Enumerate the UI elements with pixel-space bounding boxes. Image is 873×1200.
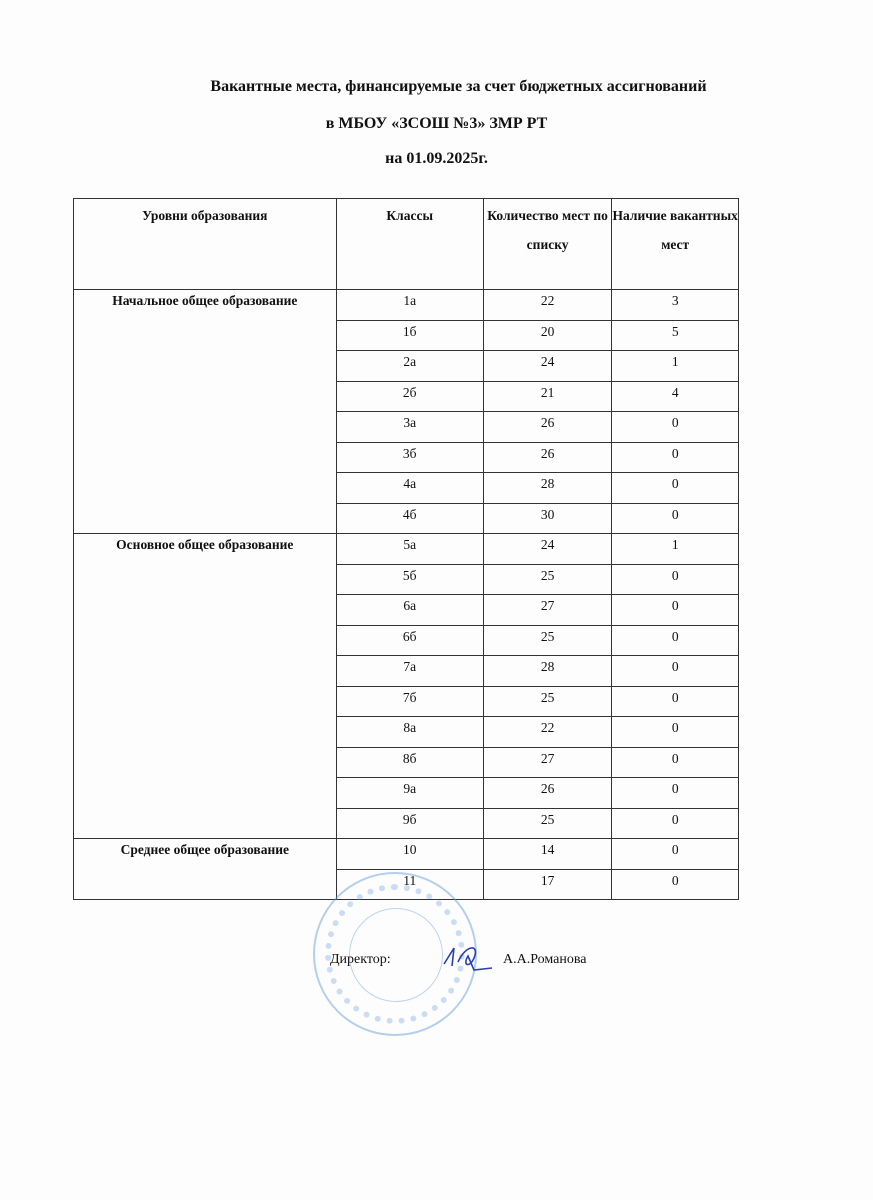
seats-count: 25 — [483, 808, 612, 839]
table-header-row — [74, 199, 739, 290]
class-name: 9б — [336, 808, 483, 839]
class-name: 8б — [336, 747, 483, 778]
column-header: Количество мест по списку — [483, 199, 612, 290]
class-name: 11 — [336, 869, 483, 900]
seats-count: 25 — [483, 564, 612, 595]
vacant-seats: 0 — [612, 778, 739, 809]
seats-count: 20 — [483, 320, 612, 351]
column-header: Наличие вакантных мест — [612, 199, 739, 290]
class-name: 9а — [336, 778, 483, 809]
vacant-seats: 0 — [612, 412, 739, 443]
seats-count: 24 — [483, 351, 612, 382]
seats-count: 25 — [483, 625, 612, 656]
director-name: А.А.Романова — [503, 952, 587, 967]
class-name: 1а — [336, 290, 483, 321]
table-row — [74, 290, 739, 321]
seats-count: 27 — [483, 595, 612, 626]
seats-count: 14 — [483, 839, 612, 870]
class-name: 6б — [336, 625, 483, 656]
vacant-seats: 4 — [612, 381, 739, 412]
seats-count: 21 — [483, 381, 612, 412]
vacant-seats: 0 — [612, 686, 739, 717]
class-name: 7а — [336, 656, 483, 687]
class-name: 7б — [336, 686, 483, 717]
seats-count: 26 — [483, 778, 612, 809]
class-name: 2а — [336, 351, 483, 382]
vacant-seats: 0 — [612, 717, 739, 748]
class-name: 4а — [336, 473, 483, 504]
vacant-seats: 0 — [612, 839, 739, 870]
vacant-seats: 5 — [612, 320, 739, 351]
vacant-seats: 0 — [612, 564, 739, 595]
class-name: 5а — [336, 534, 483, 565]
seats-count: 22 — [483, 290, 612, 321]
seats-count: 17 — [483, 869, 612, 900]
class-name: 1б — [336, 320, 483, 351]
seats-count: 28 — [483, 473, 612, 504]
vacant-seats: 0 — [612, 656, 739, 687]
table-row — [74, 534, 739, 565]
seats-count: 26 — [483, 442, 612, 473]
document-title: Вакантные места, финансируемые за счет бюджетных ассигнований — [210, 78, 707, 95]
seats-count: 24 — [483, 534, 612, 565]
vacant-seats: 0 — [612, 442, 739, 473]
seats-count: 26 — [483, 412, 612, 443]
seats-count: 25 — [483, 686, 612, 717]
class-name: 4б — [336, 503, 483, 534]
class-name: 8а — [336, 717, 483, 748]
vacant-seats: 3 — [612, 290, 739, 321]
vacant-seats: 1 — [612, 534, 739, 565]
seats-count: 27 — [483, 747, 612, 778]
vacant-seats: 0 — [612, 473, 739, 504]
column-header: Классы — [336, 199, 483, 290]
education-level: Основное общее образование — [74, 534, 337, 839]
class-name: 2б — [336, 381, 483, 412]
vacant-seats: 0 — [612, 747, 739, 778]
class-name: 5б — [336, 564, 483, 595]
vacant-seats: 0 — [612, 595, 739, 626]
class-name: 6а — [336, 595, 483, 626]
education-level: Начальное общее образование — [74, 290, 337, 534]
vacant-seats: 0 — [612, 869, 739, 900]
column-header: Уровни образования — [74, 199, 337, 290]
class-name: 10 — [336, 839, 483, 870]
class-name: 3б — [336, 442, 483, 473]
vacancies-table — [73, 198, 739, 900]
table-row — [74, 839, 739, 870]
vacant-seats: 0 — [612, 625, 739, 656]
vacant-seats: 0 — [612, 503, 739, 534]
vacant-seats: 0 — [612, 808, 739, 839]
education-level: Среднее общее образование — [74, 839, 337, 900]
signature-label: Директор: — [330, 952, 391, 967]
document-date: на 01.09.2025г. — [385, 150, 488, 167]
seats-count: 30 — [483, 503, 612, 534]
class-name: 3а — [336, 412, 483, 443]
seats-count: 22 — [483, 717, 612, 748]
seats-count: 28 — [483, 656, 612, 687]
school-name: в МБОУ «ЗСОШ №3» ЗМР РТ — [325, 115, 548, 132]
vacant-seats: 1 — [612, 351, 739, 382]
handwritten-signature — [440, 940, 495, 976]
